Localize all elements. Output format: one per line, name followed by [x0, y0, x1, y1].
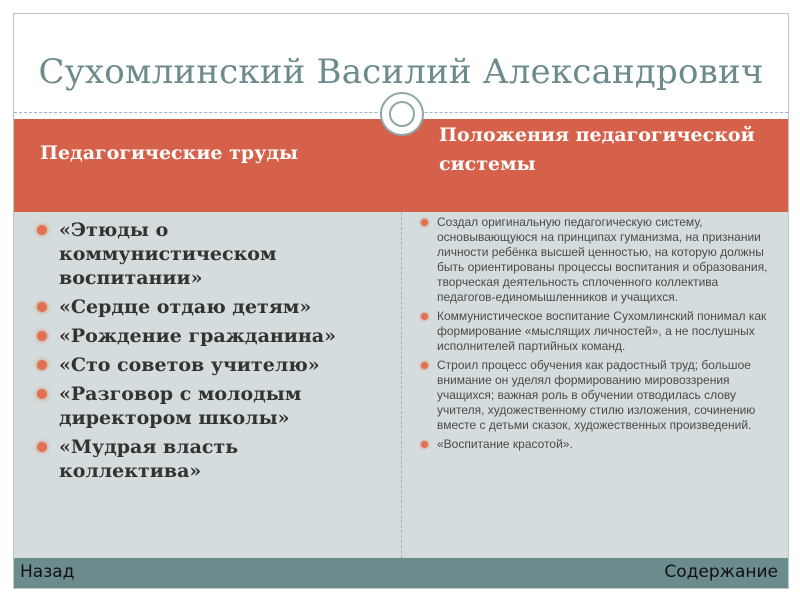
contents-link[interactable]: Содержание [664, 562, 778, 582]
slide-title: Сухомлинский Василий Александрович [38, 52, 764, 92]
list-item: Создал оригинальную педагогическую систему, основывающуюся на принципах гуманизма, на признании личности ребёнка высшей ценностью, на которую должны быть ориентированы процессы воспитания и образования, творческая деятельность сплоченного коллектива педагогов-единомышленников и учащихся. [414, 215, 774, 305]
principles-list [414, 215, 774, 456]
header-works: Педагогические труды [40, 142, 299, 164]
list-item: «Сердце отдаю детям» [34, 295, 379, 319]
header-principles: Положения педагогической системы [439, 124, 755, 175]
list-item: Строил процесс обучения как радостный труд; большое внимание он уделял формированию мировоззрения учащихся; важная роль в обучении отводилась слову учителя, художественному стилю изложения, сочинению вместе с детьми сказок, художественных произведений. [414, 358, 774, 433]
circle-emblem-icon [380, 92, 424, 136]
list-item: «Сто советов учителю» [34, 353, 379, 377]
list-item: «Рождение гражданина» [34, 324, 379, 348]
list-item: «Мудрая власть коллектива» [34, 435, 379, 483]
footer-bar [14, 558, 788, 588]
list-item: Коммунистическое воспитание Сухомлинский понимал как формирование «мыслящих личностей», а не послушных исполнителей партийных команд. [414, 309, 774, 354]
list-item: «Этюды о коммунистическом воспитании» [34, 218, 379, 290]
back-link[interactable]: Назад [20, 562, 75, 582]
works-list [34, 218, 379, 488]
list-item: «Воспитание красотой». [414, 437, 774, 452]
list-item: «Разговор с молодым директором школы» [34, 382, 379, 430]
slide [13, 13, 789, 589]
column-divider [401, 212, 402, 558]
